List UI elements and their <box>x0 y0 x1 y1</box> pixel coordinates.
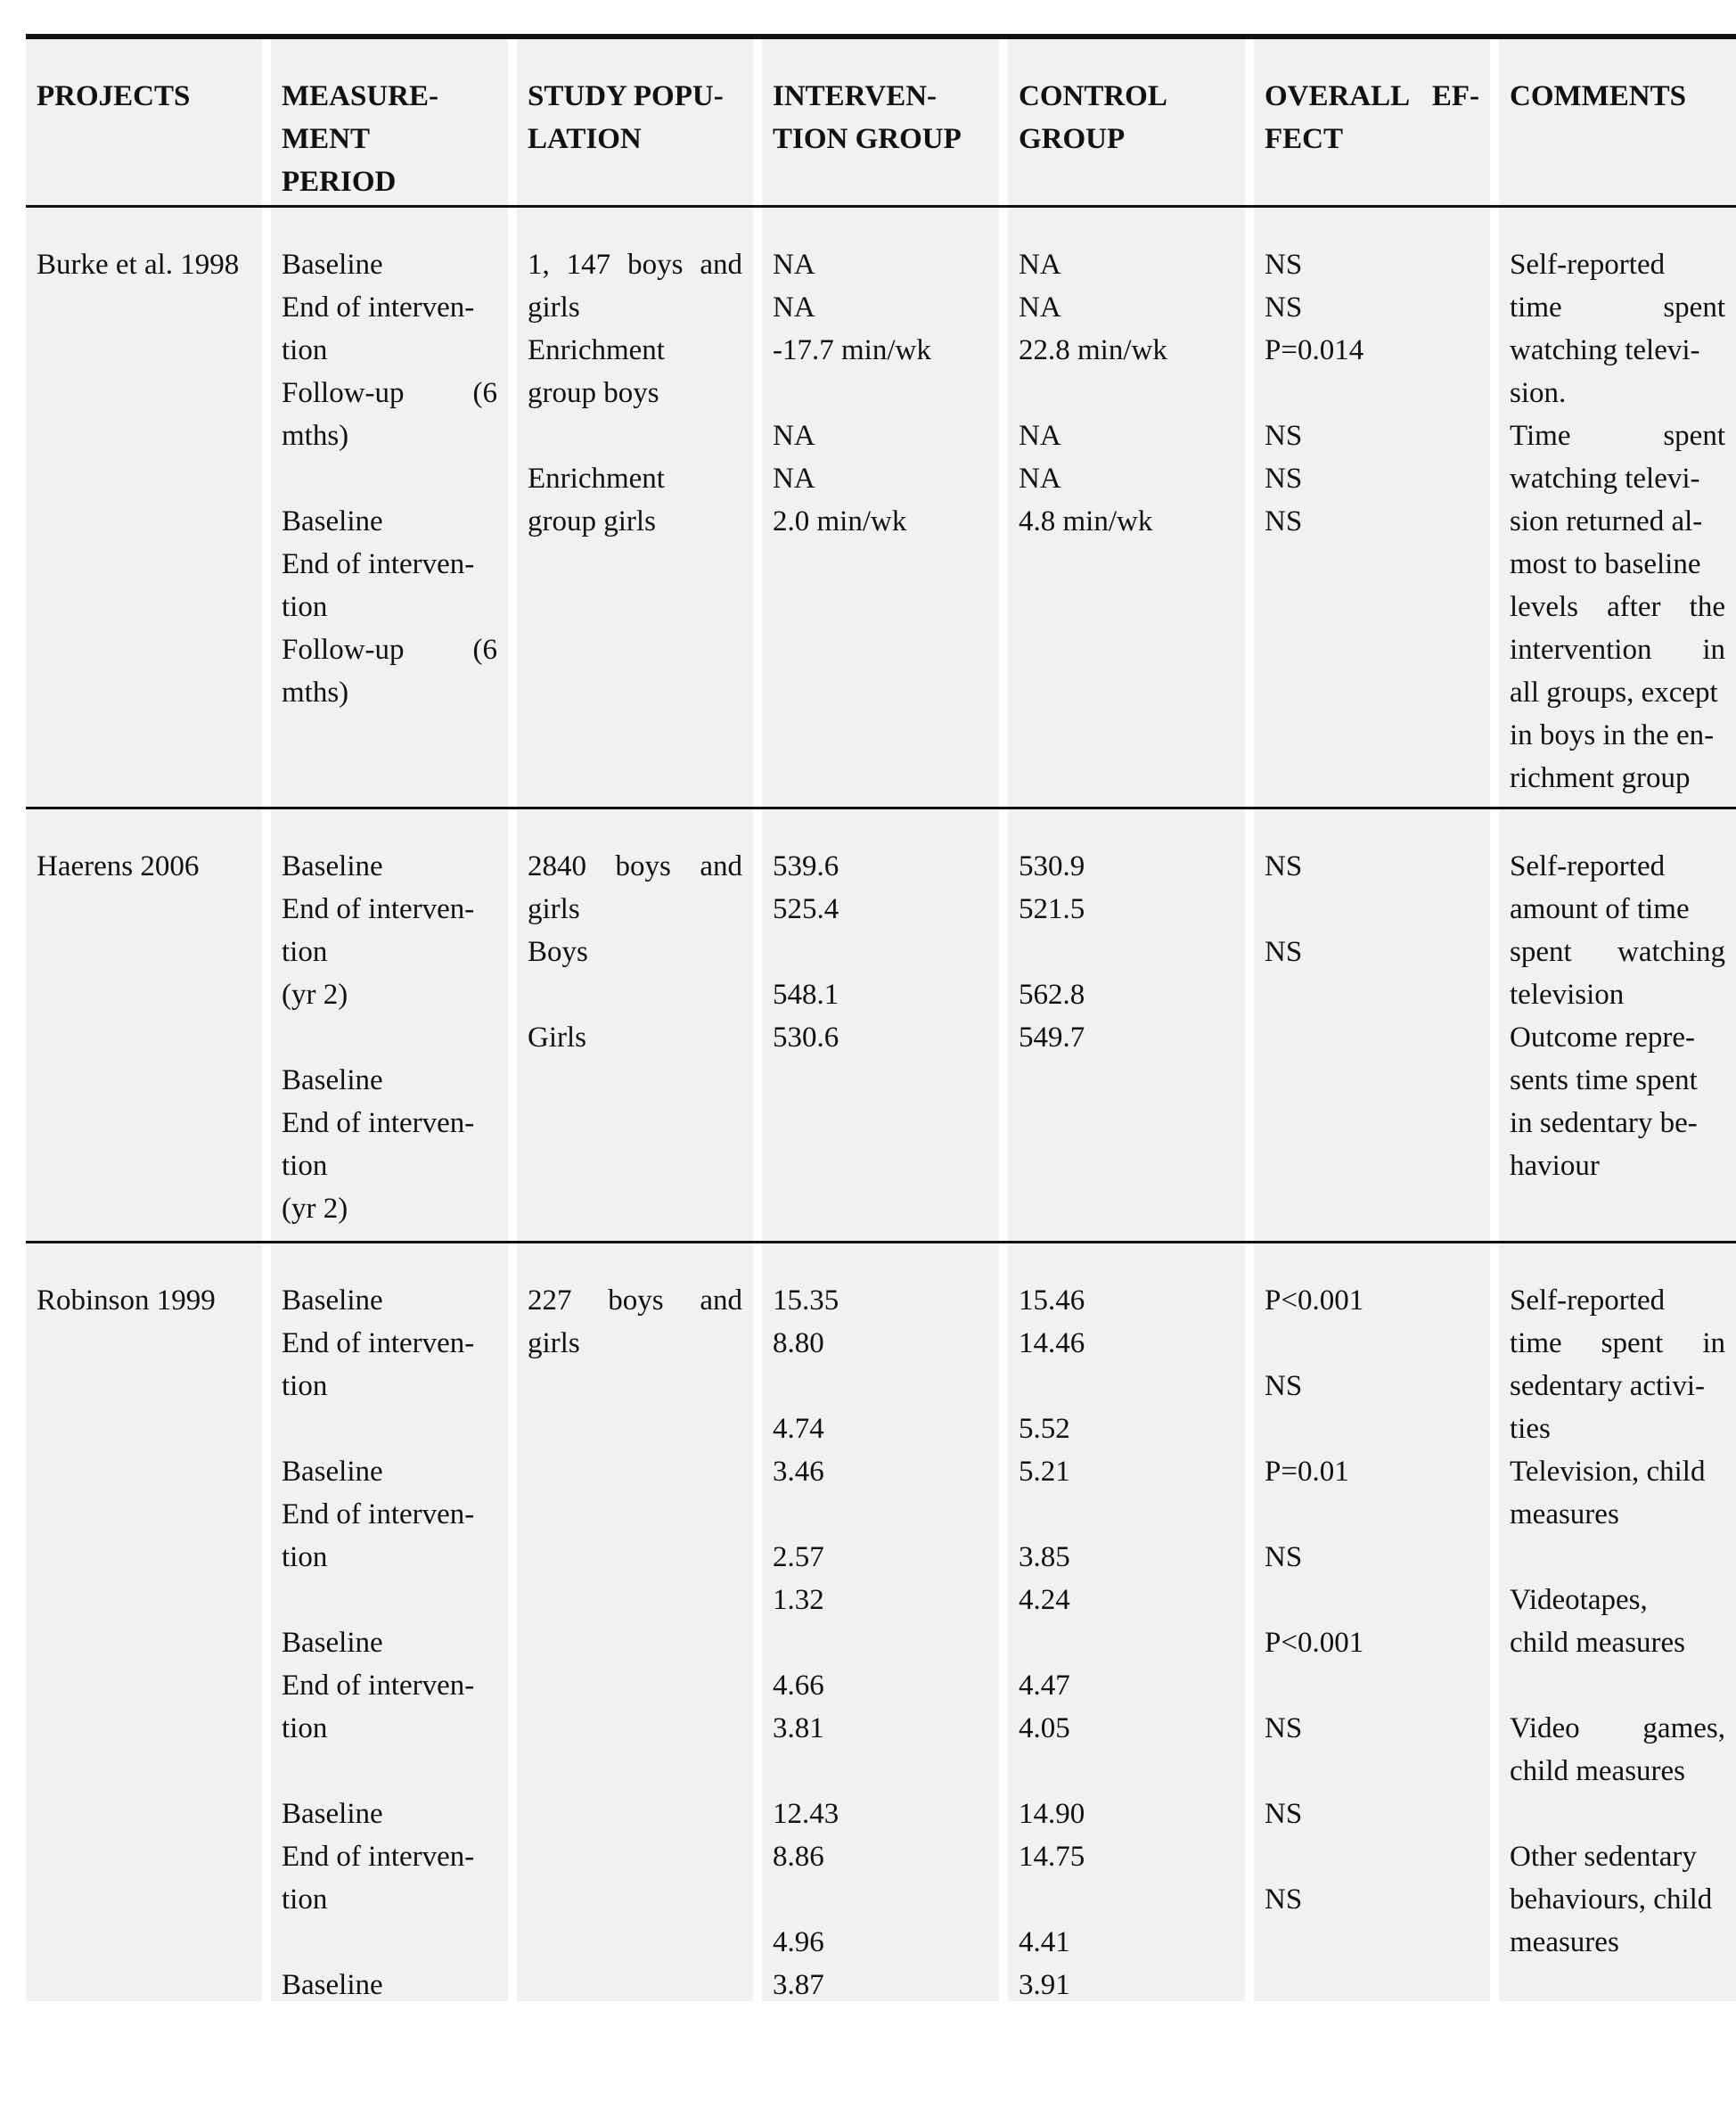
cell-text <box>1265 372 1479 414</box>
cell-text: NA <box>773 420 815 452</box>
cell-text: 549.7 <box>1019 1022 1085 1054</box>
cell-text: 1, 147 boys and <box>528 249 742 281</box>
cell-text: tion <box>282 1370 328 1402</box>
table-cell <box>1254 809 1490 1241</box>
table-cell <box>762 208 999 807</box>
cell-text <box>773 1493 988 1536</box>
cell-text: End of interven- <box>282 548 475 580</box>
table-cell <box>1499 208 1736 807</box>
cell-text: NS <box>1265 936 1303 968</box>
cell-text <box>528 414 742 457</box>
cell-text <box>1019 1750 1234 1793</box>
cell-text: Baseline <box>282 1064 383 1096</box>
table-cell <box>1008 208 1245 807</box>
cell-text: Boys <box>528 936 588 968</box>
cell-text: 548.1 <box>773 979 839 1011</box>
cell-text: 2.0 min/wk <box>773 505 907 537</box>
cell-text: sents time spent <box>1510 1064 1698 1096</box>
cell-text: mths) <box>282 677 349 709</box>
cell-text: measures <box>1510 1926 1619 1958</box>
cell-text: spent watching <box>1510 936 1725 968</box>
header-text: INTERVEN- <box>773 80 938 112</box>
table-cell <box>1254 208 1490 807</box>
cell-text: 14.75 <box>1019 1841 1085 1873</box>
cell-text: Enrichment <box>528 334 665 366</box>
cell-text: watching televi- <box>1510 463 1700 495</box>
cell-text <box>282 1921 497 1964</box>
cell-text: mths) <box>282 420 349 452</box>
cell-text: time spent <box>1510 291 1725 324</box>
table-cell <box>762 809 999 1241</box>
table-cell <box>1008 809 1245 1241</box>
cell-text: 14.46 <box>1019 1327 1085 1359</box>
cell-text: NS <box>1265 1541 1303 1573</box>
cell-text: End of interven- <box>282 1498 475 1530</box>
cell-text: End of interven- <box>282 893 475 925</box>
header-control-group <box>1008 39 1245 205</box>
cell-text: (yr 2) <box>282 1193 348 1225</box>
header-text: GROUP <box>1019 123 1126 155</box>
cell-text: 3.87 <box>773 1969 824 2001</box>
cell-text: all groups, except <box>1510 677 1718 709</box>
header-text: CONTROL <box>1019 80 1167 112</box>
cell-text: behaviours, child <box>1510 1883 1713 1916</box>
cell-text <box>1019 1365 1234 1407</box>
cell-text: sedentary activi- <box>1510 1370 1705 1402</box>
cell-text: Follow-up (6 <box>282 634 497 666</box>
cell-text: child measures <box>1510 1755 1686 1787</box>
cell-text: NS <box>1265 1712 1303 1744</box>
cell-text: NA <box>773 249 815 281</box>
cell-text: 5.52 <box>1019 1413 1070 1445</box>
cell-text: Baseline <box>282 1969 383 2001</box>
cell-text: End of interven- <box>282 1327 475 1359</box>
cell-text: 15.35 <box>773 1284 839 1317</box>
cell-text <box>1265 1322 1479 1365</box>
cell-text: NS <box>1265 1370 1303 1402</box>
cell-text: 530.6 <box>773 1022 839 1054</box>
cell-text: most to baseline <box>1510 548 1701 580</box>
header-text: OVERALL EF- <box>1265 80 1479 112</box>
cell-text: watching televi- <box>1510 334 1700 366</box>
cell-text <box>1510 1793 1725 1835</box>
cell-text <box>282 1579 497 1621</box>
cell-text <box>1265 1750 1479 1793</box>
cell-text: tion <box>282 1150 328 1182</box>
cell-text <box>1265 1407 1479 1450</box>
cell-text: Baseline <box>282 1456 383 1488</box>
cell-text: 4.47 <box>1019 1670 1070 1702</box>
header-overall-effect <box>1254 39 1490 205</box>
header-text: COMMENTS <box>1510 80 1686 112</box>
cell-text: 227 boys and <box>528 1284 742 1317</box>
row-divider <box>26 1241 1736 1243</box>
cell-text: child measures <box>1510 1627 1686 1659</box>
cell-text <box>1265 888 1479 931</box>
header-text: TION GROUP <box>773 123 962 155</box>
cell-text: 8.80 <box>773 1327 824 1359</box>
cell-text: girls <box>528 1327 580 1359</box>
table-cell <box>1254 1243 1490 2001</box>
cell-text: Videotapes, <box>1510 1584 1648 1616</box>
cell-text: Video games, <box>1510 1712 1725 1744</box>
cell-text: Other sedentary <box>1510 1841 1697 1873</box>
cell-text: tion <box>282 334 328 366</box>
cell-text: Self-reported <box>1510 850 1666 882</box>
cell-text: Robinson 1999 <box>37 1284 216 1317</box>
table-cell <box>26 809 262 1241</box>
cell-text: NA <box>773 291 815 324</box>
table-cell <box>517 809 753 1241</box>
row-divider <box>26 807 1736 809</box>
cell-text: 5.21 <box>1019 1456 1070 1488</box>
cell-text: P<0.001 <box>1265 1627 1364 1659</box>
cell-text: End of interven- <box>282 291 475 324</box>
cell-text: 4.66 <box>773 1670 824 1702</box>
cell-text: 14.90 <box>1019 1798 1085 1830</box>
cell-text: 3.91 <box>1019 1969 1070 2001</box>
cell-text <box>1019 1878 1234 1921</box>
table-cell <box>1008 1243 1245 2001</box>
cell-text: 3.85 <box>1019 1541 1070 1573</box>
cell-text: 15.46 <box>1019 1284 1085 1317</box>
cell-text: P<0.001 <box>1265 1284 1364 1317</box>
table-cell <box>1499 809 1736 1241</box>
table-cell <box>517 1243 753 2001</box>
header-text: STUDY POPU- <box>528 80 724 112</box>
cell-text: Television, child <box>1510 1456 1706 1488</box>
cell-text: Burke et al. 1998 <box>37 249 240 281</box>
cell-text: richment group <box>1510 762 1691 794</box>
table-cell <box>762 1243 999 2001</box>
header-study-population <box>517 39 753 205</box>
cell-text: 12.43 <box>773 1798 839 1830</box>
header-text: LATION <box>528 123 642 155</box>
cell-text: group boys <box>528 377 659 409</box>
cell-text: 530.9 <box>1019 850 1085 882</box>
cell-text: 525.4 <box>773 893 839 925</box>
table-cell <box>271 1243 508 2001</box>
cell-text: Outcome repre- <box>1510 1022 1695 1054</box>
cell-text: -17.7 min/wk <box>773 334 931 366</box>
table-cell <box>271 809 508 1241</box>
cell-text: amount of time <box>1510 893 1690 925</box>
cell-text: levels after the <box>1510 591 1725 623</box>
header-comments <box>1499 39 1736 205</box>
row-divider <box>26 205 1736 208</box>
cell-text <box>1265 1493 1479 1536</box>
cell-text <box>282 1016 497 1059</box>
cell-text <box>1019 372 1234 414</box>
cell-text: NA <box>773 463 815 495</box>
cell-text: P=0.01 <box>1265 1456 1349 1488</box>
cell-text: Baseline <box>282 1627 383 1659</box>
cell-text <box>282 1750 497 1793</box>
cell-text <box>1019 931 1234 973</box>
table-cell <box>1499 1243 1736 2001</box>
cell-text: Haerens 2006 <box>37 850 200 882</box>
table-cell <box>26 1243 262 2001</box>
header-text: PERIOD <box>282 166 397 198</box>
cell-text: Self-reported <box>1510 1284 1666 1317</box>
cell-text: 8.86 <box>773 1841 824 1873</box>
table-cell <box>26 208 262 807</box>
cell-text: (yr 2) <box>282 979 348 1011</box>
cell-text: tion <box>282 936 328 968</box>
cell-text: Baseline <box>282 249 383 281</box>
cell-text: NS <box>1265 1883 1303 1916</box>
cell-text: 1.32 <box>773 1584 824 1616</box>
cell-text: 4.24 <box>1019 1584 1070 1616</box>
cell-text <box>773 931 988 973</box>
cell-text: NS <box>1265 420 1303 452</box>
cell-text: NA <box>1019 249 1061 281</box>
cell-text: Enrichment <box>528 463 665 495</box>
cell-text: ties <box>1510 1413 1551 1445</box>
cell-text <box>1019 1493 1234 1536</box>
header-measurement-period <box>271 39 508 205</box>
cell-text <box>1265 1664 1479 1707</box>
cell-text <box>773 1750 988 1793</box>
header-text: PROJECTS <box>37 80 191 112</box>
cell-text: NS <box>1265 1798 1303 1830</box>
cell-text <box>773 1621 988 1664</box>
cell-text <box>282 1407 497 1450</box>
cell-text: Baseline <box>282 1798 383 1830</box>
cell-text: group girls <box>528 505 656 537</box>
header-intervention-group <box>762 39 999 205</box>
table-cell <box>517 208 753 807</box>
cell-text <box>1019 1621 1234 1664</box>
cell-text: Girls <box>528 1022 586 1054</box>
cell-text: Time spent <box>1510 420 1725 452</box>
cell-text: Self-reported <box>1510 249 1666 281</box>
cell-text: NA <box>1019 291 1061 324</box>
cell-text: End of interven- <box>282 1107 475 1139</box>
cell-text: End of interven- <box>282 1841 475 1873</box>
cell-text: Follow-up (6 <box>282 377 497 409</box>
cell-text: 4.74 <box>773 1413 824 1445</box>
cell-text: 4.41 <box>1019 1926 1070 1958</box>
cell-text: in sedentary be- <box>1510 1107 1698 1139</box>
cell-text: NA <box>1019 463 1061 495</box>
cell-text: End of interven- <box>282 1670 475 1702</box>
cell-text: tion <box>282 1541 328 1573</box>
cell-text: 521.5 <box>1019 893 1085 925</box>
cell-text: Baseline <box>282 850 383 882</box>
cell-text: tion <box>282 1712 328 1744</box>
cell-text: sion. <box>1510 377 1567 409</box>
cell-text: P=0.014 <box>1265 334 1364 366</box>
cell-text: Baseline <box>282 1284 383 1317</box>
cell-text: time spent in <box>1510 1327 1725 1359</box>
cell-text: measures <box>1510 1498 1619 1530</box>
cell-text: Baseline <box>282 505 383 537</box>
header-projects <box>26 39 262 205</box>
cell-text: NS <box>1265 463 1303 495</box>
cell-text <box>773 1878 988 1921</box>
cell-text <box>528 973 742 1016</box>
cell-text: sion returned al- <box>1510 505 1703 537</box>
cell-text: NS <box>1265 249 1303 281</box>
cell-text: NS <box>1265 850 1303 882</box>
cell-text: 4.8 min/wk <box>1019 505 1153 537</box>
cell-text: NA <box>1019 420 1061 452</box>
table-cell <box>271 208 508 807</box>
header-text: MEASURE- <box>282 80 439 112</box>
cell-text: intervention in <box>1510 634 1725 666</box>
cell-text <box>773 372 988 414</box>
cell-text <box>1510 1536 1725 1579</box>
cell-text: 4.96 <box>773 1926 824 1958</box>
cell-text: 4.05 <box>1019 1712 1070 1744</box>
cell-text: 3.46 <box>773 1456 824 1488</box>
cell-text: in boys in the en- <box>1510 719 1715 751</box>
cell-text: 3.81 <box>773 1712 824 1744</box>
cell-text: 2840 boys and <box>528 850 742 882</box>
cell-text: girls <box>528 893 580 925</box>
cell-text: 562.8 <box>1019 979 1085 1011</box>
cell-text: NS <box>1265 291 1303 324</box>
cell-text <box>1265 1835 1479 1878</box>
cell-text <box>282 457 497 500</box>
cell-text: 539.6 <box>773 850 839 882</box>
cell-text: girls <box>528 291 580 324</box>
cell-text <box>1510 1664 1725 1707</box>
cell-text: NS <box>1265 505 1303 537</box>
cell-text <box>1265 1579 1479 1621</box>
cell-text: television <box>1510 979 1625 1011</box>
cell-text: haviour <box>1510 1150 1600 1182</box>
header-text: FECT <box>1265 123 1344 155</box>
cell-text: 2.57 <box>773 1541 824 1573</box>
cell-text <box>773 1365 988 1407</box>
header-text: MENT <box>282 123 370 155</box>
cell-text: tion <box>282 591 328 623</box>
data-table <box>26 0 1736 2117</box>
cell-text: tion <box>282 1883 328 1916</box>
cell-text: 22.8 min/wk <box>1019 334 1167 366</box>
